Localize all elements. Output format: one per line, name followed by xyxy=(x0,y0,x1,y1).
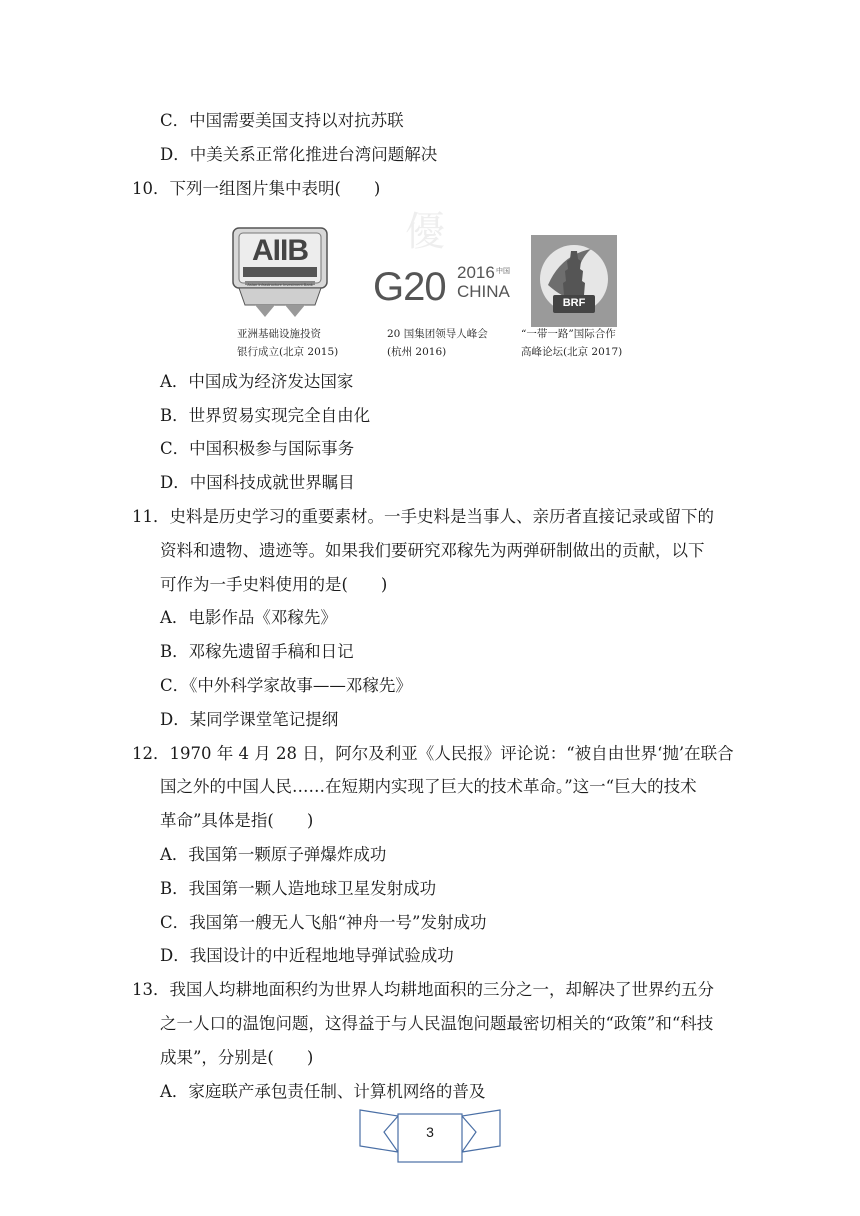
q13-stem-line2: 之一人口的温饱问题，这得益于与人民温饱问题最密切相关的“政策”和“科技 xyxy=(160,1014,714,1033)
svg-text:優: 優 xyxy=(405,209,445,255)
caption-g20-line1: 20 国集团领导人峰会 xyxy=(387,328,488,340)
q13-option-a: A．家庭联产承包责任制、计算机网络的普及 xyxy=(160,1082,486,1101)
caption-aiib-line1: 亚洲基础设施投资 xyxy=(237,328,321,340)
q11-option-a: A．电影作品《邓稼先》 xyxy=(160,608,337,627)
q11-stem-line2: 资料和遗物、遗迹等。如果我们要研究邓稼先为两弹研制做出的贡献，以下 xyxy=(160,541,705,560)
q12-option-d: D．我国设计的中近程地地导弹试验成功 xyxy=(160,946,454,965)
q10-option-c: C．中国积极参与国际事务 xyxy=(160,439,355,458)
q12-stem-line1: 12．1970 年 4 月 28 日，阿尔及利亚《人民报》评论说：“被自由世界‘抛’在联合 xyxy=(132,744,734,763)
g20-logo-text: G20 xyxy=(373,265,446,309)
brf-logo-icon xyxy=(531,235,617,327)
g20-logo-year: 2016 xyxy=(457,263,495,282)
aiib-logo-subtitle: Asian Infrastructure Investment Bank xyxy=(247,282,313,287)
q12-stem-line2: 国之外的中国人民……在短期内实现了巨大的技术革命。”这一“巨大的技术 xyxy=(160,777,697,796)
q10-stem: 10．下列一组图片集中表明( ) xyxy=(132,179,381,198)
q10-option-b: B．世界贸易实现完全自由化 xyxy=(160,406,371,425)
caption-brf-line2: 高峰论坛(北京 2017) xyxy=(521,346,623,358)
watermark-icon xyxy=(365,205,485,265)
q11-option-c: C．《中外科学家故事——邓稼先》 xyxy=(160,676,412,695)
q12-stem-line3: 革命”具体是指( ) xyxy=(160,811,314,830)
brf-logo-text: BRF xyxy=(562,297,586,309)
q13-stem-line1: 13．我国人均耕地面积约为世界人均耕地面积的三分之一，却解决了世界约五分 xyxy=(132,980,714,999)
q10-option-a: A．中国成为经济发达国家 xyxy=(160,372,354,391)
q13-stem-line3: 成果”，分别是( ) xyxy=(160,1048,314,1067)
page-footer xyxy=(358,1106,502,1164)
q12-option-b: B．我国第一颗人造地球卫星发射成功 xyxy=(160,879,437,898)
aiib-logo-text: AIIB xyxy=(252,234,308,267)
q9-option-c: C．中国需要美国支持以对抗苏联 xyxy=(160,111,404,130)
q10-option-d: D．中国科技成就世界瞩目 xyxy=(160,473,355,492)
caption-aiib-line2: 银行成立(北京 2015) xyxy=(237,346,339,358)
q11-stem-line3: 可作为一手史料使用的是( ) xyxy=(160,575,388,594)
q12-option-a: A．我国第一颗原子弹爆炸成功 xyxy=(160,845,387,864)
q11-stem-line1: 11．史料是历史学习的重要素材。一手史料是当事人、亲历者直接记录或留下的 xyxy=(132,507,714,526)
q11-option-d: D．某同学课堂笔记提纲 xyxy=(160,710,339,729)
q11-option-b: B．邓稼先遗留手稿和日记 xyxy=(160,642,354,661)
q10-figure xyxy=(225,209,635,365)
q9-option-d: D．中美关系正常化推进台湾问题解决 xyxy=(160,145,438,164)
q12-option-c: C．我国第一艘无人飞船“神舟一号”发射成功 xyxy=(160,913,487,932)
g20-logo-country: CHINA xyxy=(457,282,510,301)
page-number: 3 xyxy=(426,1124,434,1140)
caption-g20-line2: (杭州 2016) xyxy=(387,346,447,358)
caption-brf-line1: “一带一路”国际合作 xyxy=(521,328,616,340)
g20-logo-year-mark: 中国 xyxy=(496,267,510,275)
